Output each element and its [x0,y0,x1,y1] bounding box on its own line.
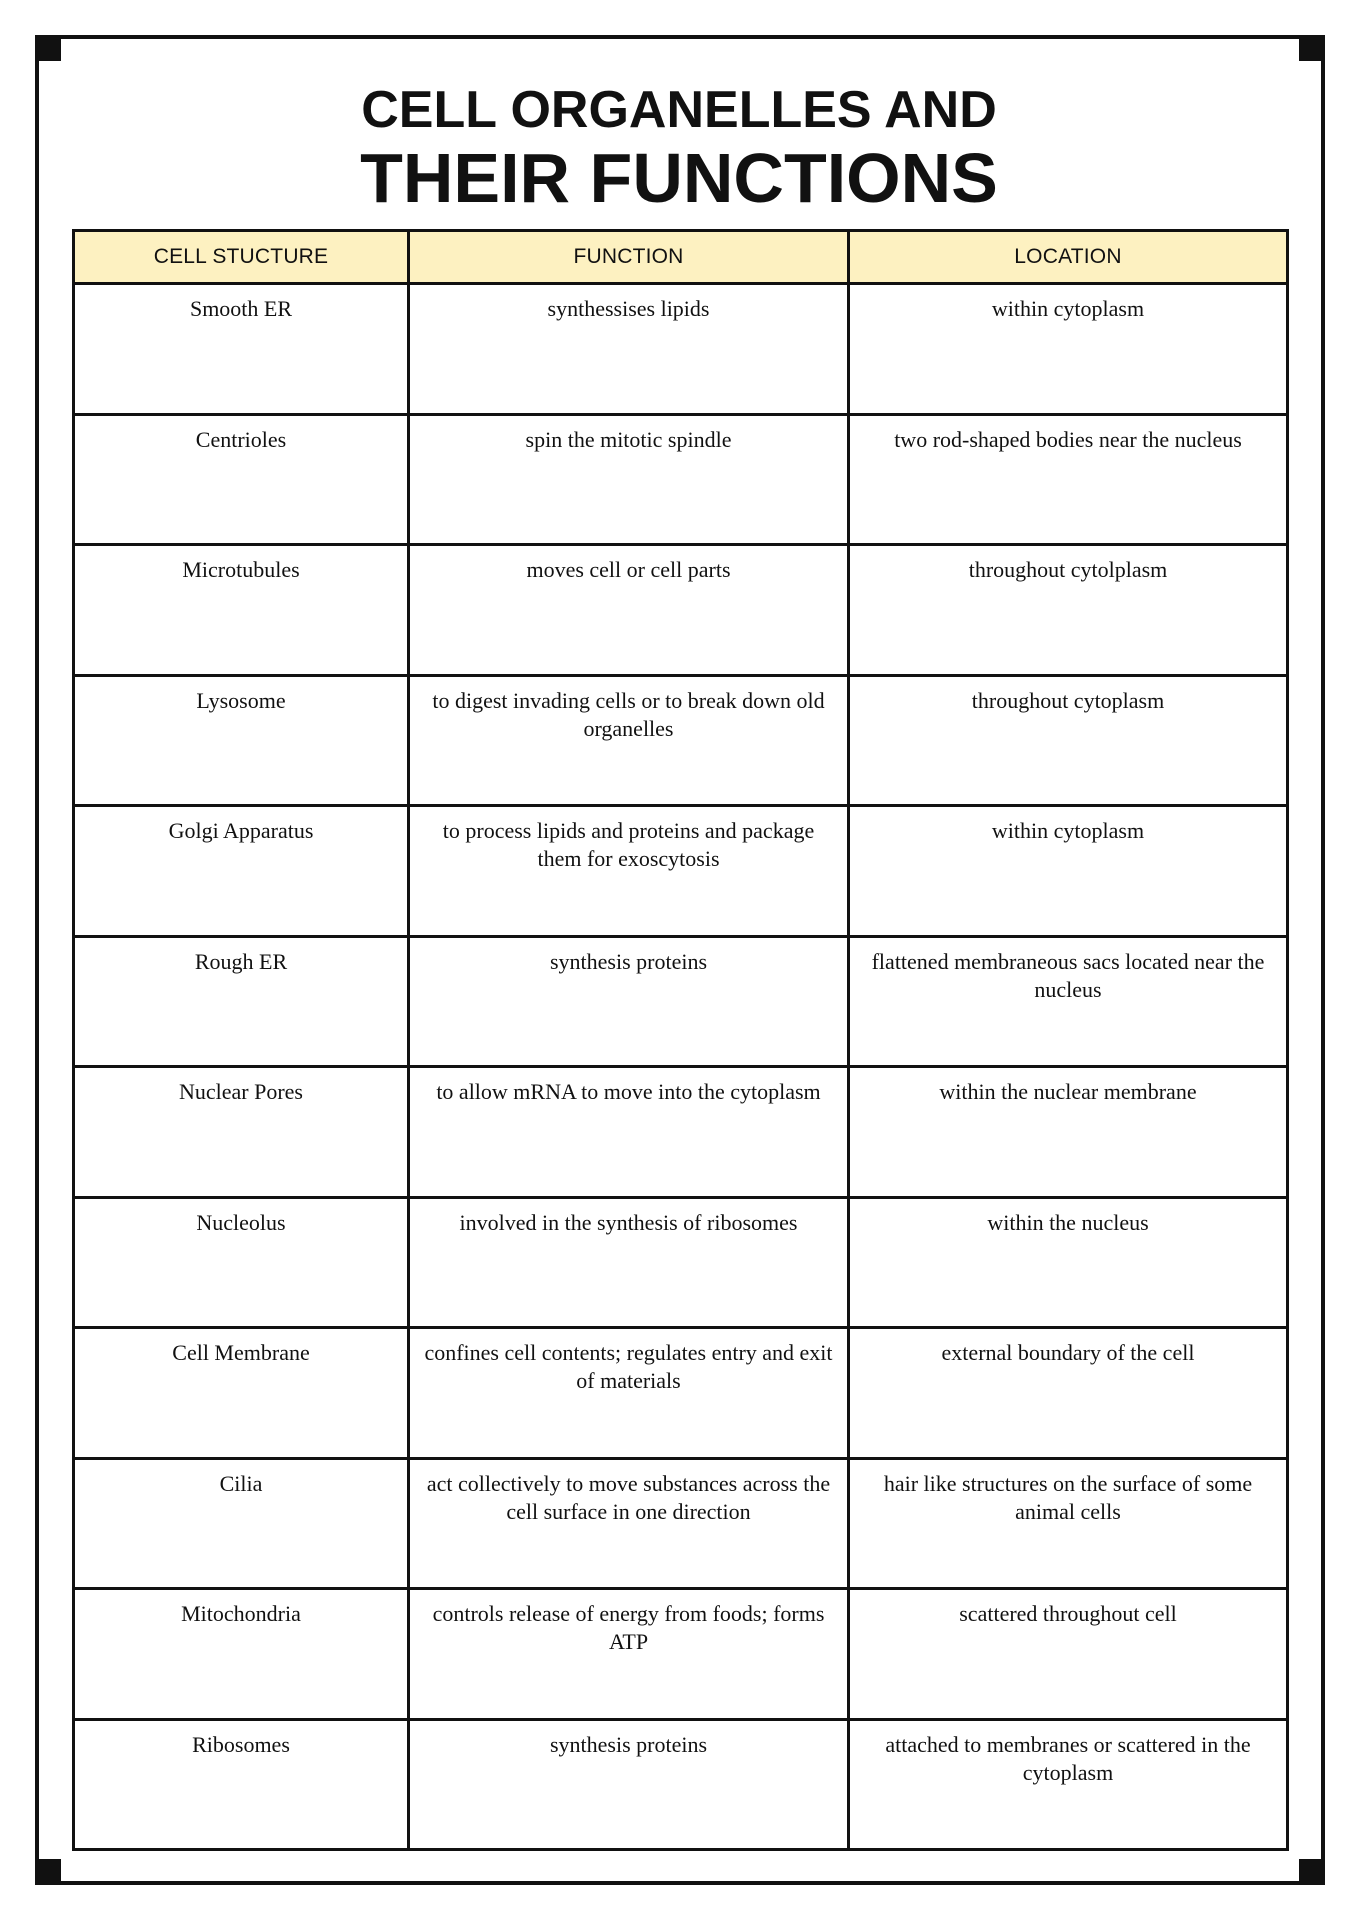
table-row [74,936,1288,1067]
cell-function: to process lipids and proteins and package them for exoscytosis [409,806,849,937]
table-row [74,414,1288,545]
cell-location: within cytoplasm [849,284,1288,415]
cell-location: flattened membraneous sacs located near the nucleus [849,936,1288,1067]
cell-structure: Centrioles [74,414,409,545]
table-row [74,1458,1288,1589]
table-row [74,545,1288,676]
cell-structure: Golgi Apparatus [74,806,409,937]
cell-function: spin the mitotic spindle [409,414,849,545]
corner-mark-bottom-right [1299,1859,1325,1885]
cell-structure: Cilia [74,1458,409,1589]
cell-structure: Mitochondria [74,1589,409,1720]
corner-mark-bottom-left [35,1859,61,1885]
cell-location: within the nucleus [849,1197,1288,1328]
cell-function: to allow mRNA to move into the cytoplasm [409,1067,849,1198]
cell-location: two rod-shaped bodies near the nucleus [849,414,1288,545]
cell-location: within cytoplasm [849,806,1288,937]
table-row [74,675,1288,806]
header-cell-function: FUNCTION [409,231,849,284]
cell-structure: Ribosomes [74,1719,409,1850]
cell-function: to digest invading cells or to break down old organelles [409,675,849,806]
cell-structure: Smooth ER [74,284,409,415]
table-row [74,1067,1288,1198]
cell-location: attached to membranes or scattered in the cytoplasm [849,1719,1288,1850]
table-row [74,1589,1288,1720]
cell-function: controls release of energy from foods; forms ATP [409,1589,849,1720]
cell-function: confines cell contents; regulates entry and exit of materials [409,1328,849,1459]
header-cell-structure: CELL STUCTURE [74,231,409,284]
header-cell-location: LOCATION [849,231,1288,284]
cell-function: synthesis proteins [409,936,849,1067]
cell-function: synthesis proteins [409,1719,849,1850]
corner-mark-top-right [1299,35,1325,61]
cell-structure: Microtubules [74,545,409,676]
organelles-table [72,229,1289,1851]
cell-function: involved in the synthesis of ribosomes [409,1197,849,1328]
page-title-line-1: CELL ORGANELLES AND [361,81,997,139]
cell-location: throughout cytolplasm [849,545,1288,676]
cell-location: within the nuclear membrane [849,1067,1288,1198]
page-title-line-2: THEIR FUNCTIONS [360,139,998,217]
table-row [74,1719,1288,1850]
table-row [74,284,1288,415]
table-row [74,806,1288,937]
cell-location: scattered throughout cell [849,1589,1288,1720]
cell-function: synthessises lipids [409,284,849,415]
cell-location: hair like structures on the surface of some animal cells [849,1458,1288,1589]
corner-mark-top-left [35,35,61,61]
cell-structure: Lysosome [74,675,409,806]
table-header-row [74,231,1288,284]
cell-location: throughout cytoplasm [849,675,1288,806]
cell-structure: Rough ER [74,936,409,1067]
cell-location: external boundary of the cell [849,1328,1288,1459]
cell-structure: Nuclear Pores [74,1067,409,1198]
table-row [74,1328,1288,1459]
cell-structure: Nucleolus [74,1197,409,1328]
cell-structure: Cell Membrane [74,1328,409,1459]
table-row [74,1197,1288,1328]
cell-function: act collectively to move substances across the cell surface in one direction [409,1458,849,1589]
cell-function: moves cell or cell parts [409,545,849,676]
